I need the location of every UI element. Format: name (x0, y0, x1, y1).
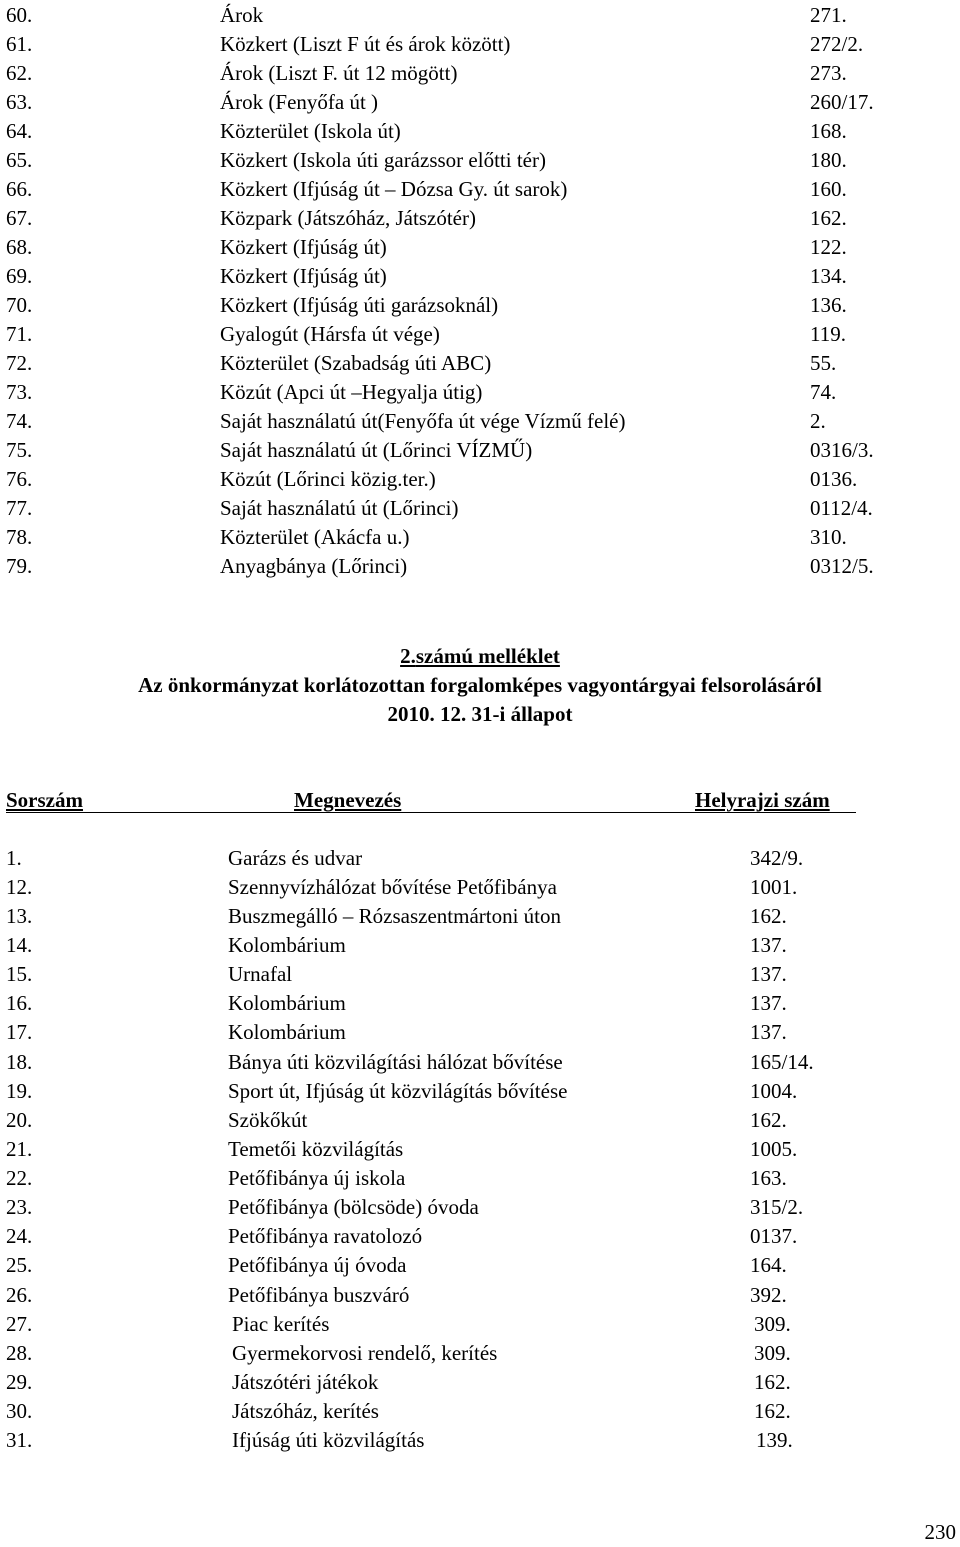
item-parcel-number: 0136. (810, 467, 858, 491)
item-parcel-number: 162. (754, 1399, 791, 1423)
item-number: 76. (6, 467, 33, 491)
item-name: Közkert (Iskola úti garázssor előtti tér) (220, 148, 546, 172)
item-name: Közút (Lőrinci közig.ter.) (220, 467, 436, 491)
item-number: 23. (6, 1195, 33, 1219)
item-parcel-number: 139. (756, 1428, 793, 1452)
item-name: Kolombárium (228, 991, 346, 1015)
item-number: 13. (6, 904, 33, 928)
item-number: 30. (6, 1399, 33, 1423)
item-number: 14. (6, 933, 33, 957)
item-name: Közkert (Ifjúság út) (220, 235, 387, 259)
item-number: 75. (6, 438, 33, 462)
item-name: Petőfibánya (bölcsöde) óvoda (228, 1195, 479, 1219)
item-number: 62. (6, 61, 33, 85)
item-parcel-number: 162. (750, 904, 787, 928)
item-name: Gyalogút (Hársfa út vége) (220, 322, 440, 346)
item-parcel-number: 160. (810, 177, 847, 201)
item-number: 12. (6, 875, 33, 899)
item-number: 66. (6, 177, 33, 201)
item-number: 25. (6, 1253, 33, 1277)
item-number: 79. (6, 554, 33, 578)
item-number: 31. (6, 1428, 33, 1452)
item-name: Játszótéri játékok (232, 1370, 379, 1394)
item-parcel-number: 0316/3. (810, 438, 874, 462)
item-parcel-number: 134. (810, 264, 847, 288)
annex-label: számú melléklet (415, 644, 560, 668)
item-name: Petőfibánya ravatolozó (228, 1224, 423, 1248)
item-name: Saját használatú út(Fenyőfa út vége Vízmű felé) (220, 409, 626, 433)
item-name: Árok (Fenyőfa út ) (220, 90, 379, 114)
item-parcel-number: 309. (754, 1341, 791, 1365)
item-name: Közpark (Játszóház, Játszótér) (220, 206, 476, 230)
item-name: Bánya úti közvilágítási hálózat bővítése (228, 1050, 563, 1074)
item-name: Közkert (Ifjúság út – Dózsa Gy. út sarok) (220, 177, 568, 201)
item-name: Anyagbánya (Lőrinci) (220, 554, 408, 578)
item-number: 73. (6, 380, 33, 404)
item-name: Szennyvízhálózat bővítése Petőfibánya (228, 875, 557, 899)
item-number: 1. (6, 846, 22, 870)
item-number: 74. (6, 409, 33, 433)
item-number: 71. (6, 322, 33, 346)
item-parcel-number: 119. (810, 322, 846, 346)
item-parcel-number: 162. (750, 1108, 787, 1132)
item-name: Garázs és udvar (228, 846, 363, 870)
item-parcel-number: 180. (810, 148, 847, 172)
item-parcel-number: 168. (810, 119, 847, 143)
item-parcel-number: 55. (810, 351, 837, 375)
item-number: 64. (6, 119, 33, 143)
item-parcel-number: 162. (754, 1370, 791, 1394)
item-number: 20. (6, 1108, 33, 1132)
item-name: Kolombárium (228, 1020, 346, 1044)
item-name: Saját használatú út (Lőrinci) (220, 496, 459, 520)
item-name: Közút (Apci út –Hegyalja útig) (220, 380, 483, 404)
item-number: 60. (6, 3, 33, 27)
item-parcel-number: 165/14. (750, 1050, 814, 1074)
item-number: 15. (6, 962, 33, 986)
item-number: 26. (6, 1283, 33, 1307)
column-header-helyrajzi: Helyrajzi szám (695, 788, 830, 812)
item-name: Petőfibánya buszváró (228, 1283, 410, 1307)
item-name: Gyermekorvosi rendelő, kerítés (232, 1341, 498, 1365)
item-parcel-number: 1005. (750, 1137, 798, 1161)
item-parcel-number: 162. (810, 206, 847, 230)
item-number: 27. (6, 1312, 33, 1336)
item-parcel-number: 342/9. (750, 846, 804, 870)
item-number: 18. (6, 1050, 33, 1074)
page-number: 230 (924, 1520, 956, 1544)
annex-number-line (0, 642, 960, 671)
item-name: Petőfibánya új iskola (228, 1166, 406, 1190)
item-parcel-number: 0137. (750, 1224, 798, 1248)
item-parcel-number: 272/2. (810, 32, 864, 56)
item-parcel-number: 137. (750, 991, 787, 1015)
item-name: Urnafal (228, 962, 293, 986)
item-parcel-number: 273. (810, 61, 847, 85)
item-parcel-number: 74. (810, 380, 837, 404)
item-name: Ifjúság úti közvilágítás (232, 1428, 425, 1452)
item-parcel-number: 137. (750, 962, 787, 986)
item-number: 24. (6, 1224, 33, 1248)
item-parcel-number: 2. (810, 409, 826, 433)
item-number: 29. (6, 1370, 33, 1394)
item-number: 70. (6, 293, 33, 317)
item-name: Kolombárium (228, 933, 346, 957)
item-parcel-number: 260/17. (810, 90, 874, 114)
item-parcel-number: 392. (750, 1283, 787, 1307)
item-parcel-number: 136. (810, 293, 847, 317)
item-name: Petőfibánya új óvoda (228, 1253, 407, 1277)
item-parcel-number: 0112/4. (810, 496, 873, 520)
item-number: 67. (6, 206, 33, 230)
item-name: Buszmegálló – Rózsaszentmártoni úton (228, 904, 562, 928)
item-parcel-number: 1001. (750, 875, 798, 899)
annex-title: Az önkormányzat korlátozottan forgalomképes vagyontárgyai felsorolásáról (138, 673, 822, 697)
item-number: 22. (6, 1166, 33, 1190)
item-number: 63. (6, 90, 33, 114)
item-number: 72. (6, 351, 33, 375)
item-name: Saját használatú út (Lőrinci VÍZMŰ) (220, 438, 533, 462)
item-number: 19. (6, 1079, 33, 1103)
item-name: Közterület (Iskola út) (220, 119, 401, 143)
item-number: 28. (6, 1341, 33, 1365)
item-name: Közterület (Szabadság úti ABC) (220, 351, 492, 375)
column-header-sorszam: Sorszám (6, 788, 83, 812)
item-parcel-number: 0312/5. (810, 554, 874, 578)
item-parcel-number: 137. (750, 1020, 787, 1044)
item-number: 16. (6, 991, 33, 1015)
item-number: 78. (6, 525, 33, 549)
item-number: 77. (6, 496, 33, 520)
item-parcel-number: 163. (750, 1166, 787, 1190)
item-name: Piac kerítés (232, 1312, 330, 1336)
item-parcel-number: 164. (750, 1253, 787, 1277)
item-number: 61. (6, 32, 33, 56)
item-name: Sport út, Ifjúság út közvilágítás bővítése (228, 1079, 568, 1103)
item-name: Közterület (Akácfa u.) (220, 525, 410, 549)
item-number: 68. (6, 235, 33, 259)
item-parcel-number: 309. (754, 1312, 791, 1336)
annex-date: 2010. 12. 31-i állapot (387, 702, 573, 726)
item-name: Közkert (Ifjúság úti garázsoknál) (220, 293, 499, 317)
item-number: 69. (6, 264, 33, 288)
item-parcel-number: 137. (750, 933, 787, 957)
item-number: 65. (6, 148, 33, 172)
item-parcel-number: 271. (810, 3, 847, 27)
item-number: 17. (6, 1020, 33, 1044)
item-name: Árok (Liszt F. út 12 mögött) (220, 61, 458, 85)
item-name: Temetői közvilágítás (228, 1137, 404, 1161)
item-name: Játszóház, kerítés (232, 1399, 379, 1423)
item-parcel-number: 1004. (750, 1079, 798, 1103)
item-parcel-number: 310. (810, 525, 847, 549)
annex-number: 2. (400, 644, 416, 668)
item-name: Közkert (Ifjúság út) (220, 264, 387, 288)
item-name: Árok (220, 3, 264, 27)
item-parcel-number: 122. (810, 235, 847, 259)
column-header-megnevezes: Megnevezés (294, 788, 402, 812)
item-name: Közkert (Liszt F út és árok között) (220, 32, 511, 56)
item-name: Szökőkút (228, 1108, 308, 1132)
item-number: 21. (6, 1137, 33, 1161)
item-parcel-number: 315/2. (750, 1195, 804, 1219)
